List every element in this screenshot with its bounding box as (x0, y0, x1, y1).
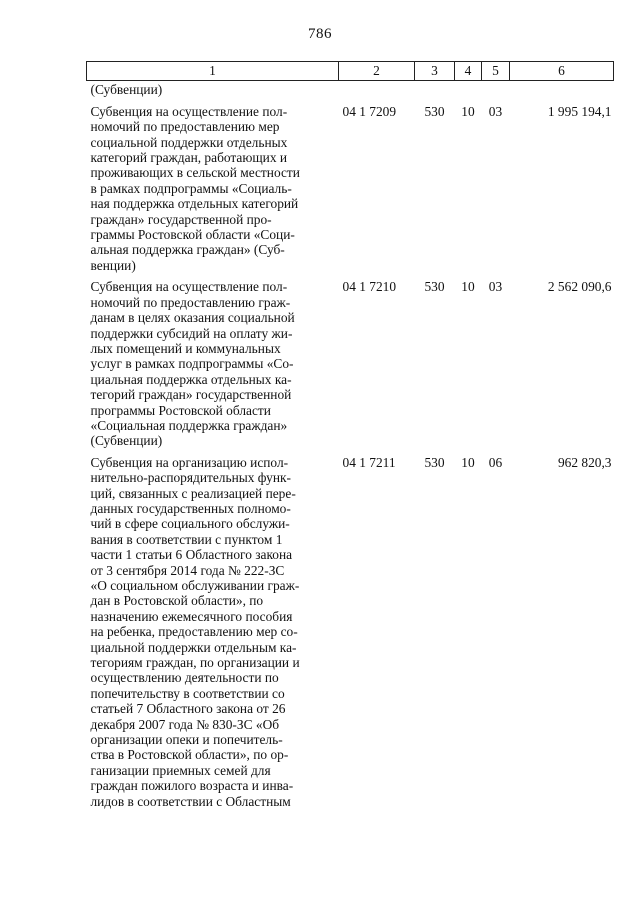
description-line: проживающих в сельской местности (90, 165, 300, 181)
description-line: циальная поддержка отдельных ка- (90, 371, 292, 387)
description-line: альная поддержка граждан» (Суб- (90, 242, 285, 258)
description-line: ства в Ростовской области», по ор- (90, 747, 289, 763)
description-line: категорий граждан, работающих и (90, 150, 288, 166)
description-line: номочий по предоставлению граж- (90, 294, 291, 310)
description-line: осуществлению деятельности по (90, 670, 279, 686)
row-amount: 2 562 090,6 (547, 279, 612, 295)
row-code: 04 1 7211 (342, 454, 396, 470)
description-line: попечительству в соответствии со (90, 685, 285, 701)
table-row (87, 273, 614, 448)
row-description (87, 98, 339, 273)
description-line: дан в Ростовской области», по (90, 593, 264, 609)
description-line: ганизации приемных семей для (90, 762, 271, 778)
description-line: данных государственных полномо- (90, 500, 291, 516)
description-line: чий в сфере социального обслужи- (90, 516, 290, 532)
description-line: программы Ростовской области (90, 402, 271, 418)
description-line: назначению ежемесячного пособия (90, 608, 293, 624)
row-description (87, 273, 339, 448)
description-line: тегориям граждан, по организации и (90, 655, 300, 671)
continuation-row (87, 81, 614, 98)
description-line: циальной поддержки отдельным ка- (90, 639, 297, 655)
description-line: граждан пожилого возраста и инва- (90, 778, 294, 794)
header-col-6: 6 (510, 62, 614, 81)
page-number: 786 (308, 26, 332, 42)
description-line: номочий по предоставлению мер (90, 119, 280, 135)
table-row (87, 98, 614, 273)
row-code: 04 1 7209 (342, 103, 397, 119)
row-description (87, 449, 339, 809)
description-line: (Субвенции) (90, 433, 163, 449)
budget-table (86, 61, 614, 809)
description-line: Субвенция на организацию испол- (90, 454, 289, 470)
row-col-3: 530 (424, 103, 445, 119)
description-line: нительно-распорядительных функ- (90, 470, 291, 486)
description-line: статьей 7 Областного закона от 26 (90, 701, 286, 717)
row-col-5: 06 (488, 454, 503, 470)
row-col-4: 10 (461, 454, 475, 470)
description-line: социальной поддержки отдельных (90, 134, 288, 150)
description-line: венции) (90, 257, 136, 273)
header-col-5: 5 (482, 62, 510, 81)
header-col-2: 2 (339, 62, 415, 81)
table-row (87, 449, 614, 809)
description-line: в рамках подпрограммы «Социаль- (90, 180, 292, 196)
row-amount: 1 995 194,1 (547, 103, 612, 119)
row-col-4: 10 (461, 103, 475, 119)
row-col-5: 03 (488, 279, 503, 295)
description-line: от 3 сентября 2014 года № 222-ЗС (90, 562, 285, 578)
description-line: ций, связанных с реализацией пере- (90, 485, 296, 501)
description-line: лых помещений и коммунальных (90, 340, 281, 356)
row-col-3: 530 (424, 279, 445, 295)
description-line: ная поддержка отдельных категорий (90, 196, 299, 212)
description-line: «Социальная поддержка граждан» (90, 417, 288, 433)
description-line: части 1 статьи 6 Областного закона (90, 547, 293, 563)
description-line: «О социальном обслуживании граж- (90, 578, 300, 593)
description-line: услуг в рамках подпрограммы «Со- (90, 356, 294, 372)
description-line: Субвенция на осуществление пол- (90, 103, 288, 119)
description-line: организации опеки и попечитель- (90, 732, 283, 748)
row-col-4: 10 (461, 279, 475, 295)
description-line: лидов в соответствии с Областным (90, 793, 291, 809)
row-col-5: 03 (488, 103, 503, 119)
table-header (87, 62, 614, 81)
row-col-3: 530 (424, 454, 445, 470)
description-line: данам в целях оказания социальной (90, 310, 295, 326)
row-code: 04 1 7210 (342, 279, 397, 295)
table-body (87, 81, 614, 809)
row-amount: 962 820,3 (557, 454, 612, 470)
description-line: на ребенка, предоставлению мер со- (90, 624, 298, 640)
description-line: граммы Ростовской области «Соци- (90, 227, 295, 243)
description-line: поддержки субсидий на оплату жи- (90, 325, 293, 341)
description-line: вания в соответствии с пунктом 1 (90, 531, 283, 547)
description-line: декабря 2007 года № 830-ЗС «Об (90, 716, 280, 732)
header-col-3: 3 (415, 62, 455, 81)
header-col-4: 4 (455, 62, 482, 81)
description-line: Субвенция на осуществление пол- (90, 279, 288, 295)
description-line: граждан» государственной про- (90, 211, 272, 227)
header-col-1: 1 (87, 62, 339, 81)
description-line: тегорий граждан» государственной (90, 387, 292, 403)
continuation-text: (Субвенции) (90, 82, 163, 98)
